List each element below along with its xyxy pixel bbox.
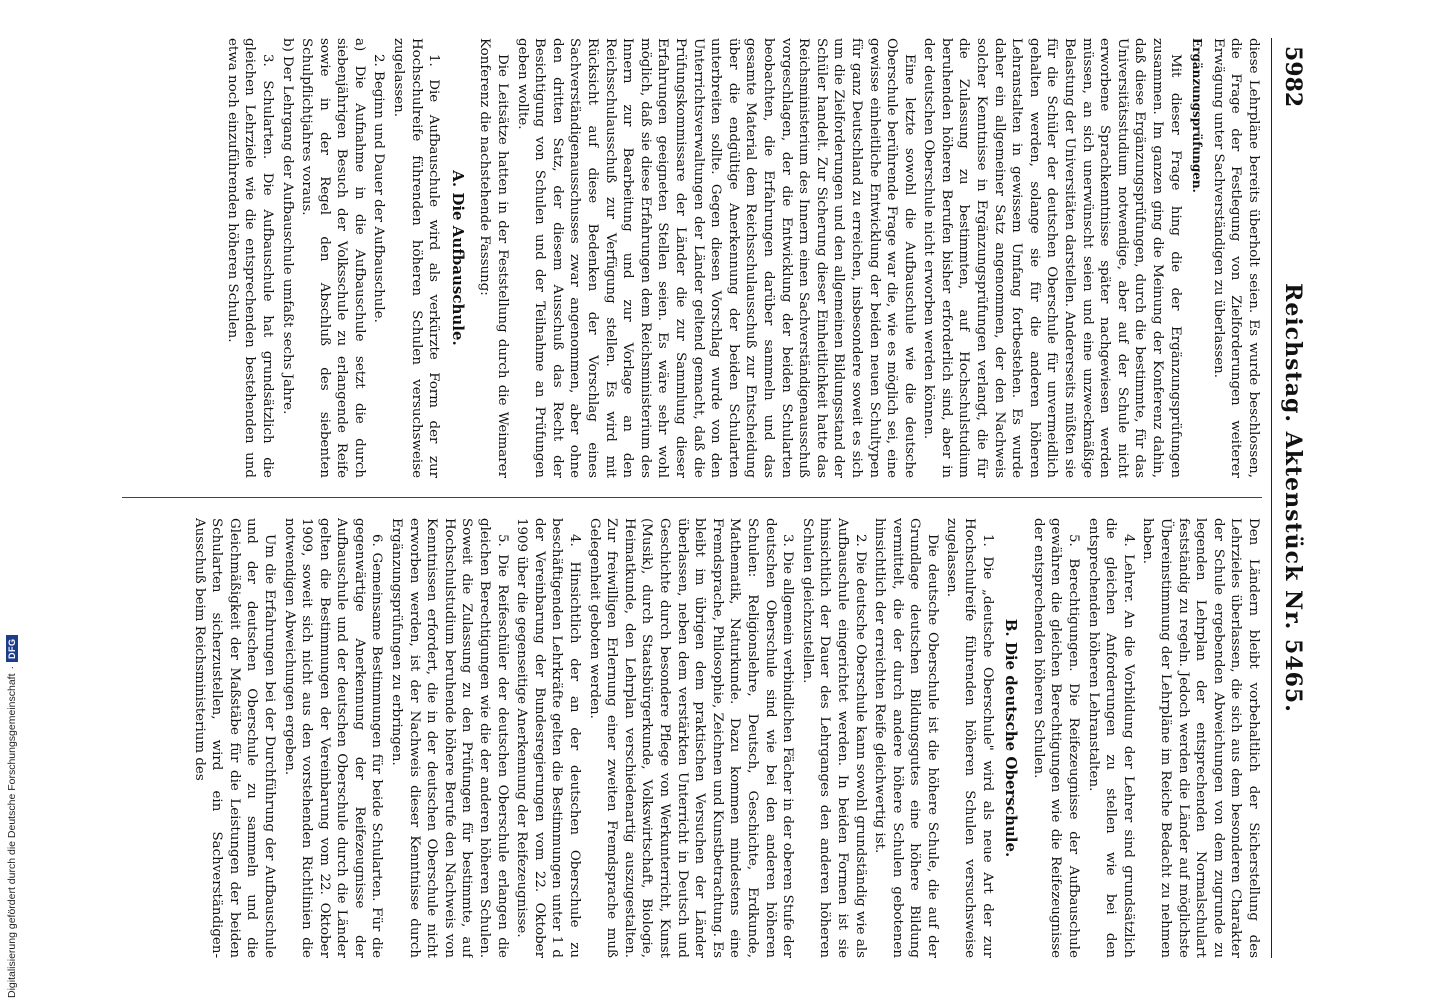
- list-item: 4. Lehrer. An die Vorbildung der Lehrer sind grundsätzlich die gleichen Anforderungen zu stellen wie bei den entsprechenden höheren Lehranstalten.: [1085, 518, 1136, 958]
- list-item: 6. Gemeinsame Bestimmungen für beide Schularten. Für die gegenwärtige Anerkennung der Reifezeugnisse der Aufbauschule und der deutschen Oberschule durch die Länder gelten die Bestimmungen der Vereinbarung vom 22. Oktober 1909, soweit sich nicht aus den vorstehenden Richtlinien die notwendigen Abweichungen ergeben.: [281, 518, 385, 958]
- sub-list-item: b) Der Lehrgang der Aufbauschule umfaßt sechs Jahre.: [279, 38, 295, 415]
- paragraph-letzte-frage: Eine letzte sowohl die Aufbauschule wie die deutsche Oberschule berührende Frage war die, wie es möglich sei, eine gewisse einheitliche Entwicklung der beiden neuen Schultypen für ganz Deutschland zu erreichen, insbesondere soweit es sich um die Zielforderungen und den allgemeinen Bildungsstand der Schüler handelt. Zur Sicherung dieser Einheitlichkeit hatte das Reichsministerium des Innern einen Sachverständigenausschuß vorgeschlagen, der die Entwicklung der beiden Schularten beobachten, die Erfahrungen darüber sammeln und das gesamte Material dem Reichsschulausschuß zur Entscheidung über die endgültige Anerkennung der beiden Schularten unterbreiten sollte. Gegen diesen Vorschlag wurde von den Unterrichtsverwaltungen der Länder geltend gemacht, daß die Prüfungskommissare der Länder die zur Sammlung dieser Erfahrungen geeigneten Stellen seien. Es wäre sehr wohl möglich, daß sie diese Erfahrungen dem Reichsministerium des Innern zur Bearbeitung und zur Vorlage an den Reichsschulausschuß zur Verfügung stellen. Es wird mit Rücksicht auf diese Bedenken der Vorschlag eines Sachverständigenausschusses zwar angenommen, aber ohne den dritten Satz, der diesem Ausschuß das Recht der Besichtigung von Schulen und der Teilnahme an Prüfungen geben wollte.: [514, 38, 917, 478]
- sub-list-item: a) Die Aufnahme in die Aufbauschule setzt die durch siebenjährigen Besuch der Volksschule zu erlangende Reife sowie in der Regel den Abschluß des siebenten Schulpflichtjahres voraus.: [299, 38, 367, 478]
- paragraph-intro: diese Lehrpläne bereits überholt seien. Es wurde beschlossen, die Frage der Festlegung von Zielforderungen weiterer Erwägung unter Sachverständigen zu überlassen.: [1210, 38, 1261, 478]
- list-item: 5. Die Reifeschüler der deutschen Oberschule erlangen die gleichen Berechtigungen wie die der anderen höheren Schulen. Soweit die Zulassung zu den Prüfungen für bestimmte, auf Hochschulstudium beruhende höhere Berufe den Nachweis von Kenntnissen erfordert, die in der deutschen Oberschule nicht erworben werden, ist der Nachweis dieser Kenntnisse durch Ergänzungsprüfungen zu erbringen.: [389, 518, 510, 958]
- paragraph-continuation: Den Ländern bleibt vorbehaltlich der Sicherstellung des Lehrzieles überlassen, die sich aus dem besonderen Charakter der Schule ergebenden Abweichungen von dem zugrunde zu legenden Lehrplan der entsprechenden Normalschulart festständig zu regeln. Jedoch werden die Länder auf möglichste Übereinstimmung der Lehrpläne im Reiche Bedacht zu nehmen haben.: [1140, 518, 1261, 958]
- paragraph-leitsaetze: Die Leitsätze hatten in der Feststellung durch die Weimarer Konferenz die nachstehende Fassung:: [477, 38, 511, 478]
- credit-text: Digitalisierung gefördert durch die Deutsche Forschungsgemeinschaft: [6, 673, 18, 998]
- section-heading-b: B. Die deutsche Oberschule.: [1002, 618, 1021, 858]
- right-column: [102, 518, 1262, 958]
- document-page: [92, 38, 1312, 958]
- list-item: 2. Beginn und Dauer der Aufbauschule.: [371, 54, 387, 323]
- dfg-logo: DFG: [6, 635, 18, 662]
- left-column: [102, 38, 1262, 478]
- page-number: 5982: [1280, 46, 1306, 108]
- paragraph-ergaenzung: Mit dieser Frage hing die der Ergänzungsprüfungen zusammen. Im ganzen ging die Meinung der Konferenz dahin, daß diese Ergänzungsprüfungen, durch die bestimmte, für das Universitätsstudium notwendige, aber auf der Schule nicht erworbene Sprachkenntnisse später nachgewiesen werden müssen, an sich unerwünscht seien und eine unzweckmäßige Belastung der Universitäten darstellen. Andererseits müßten sie für die Schüler der deutschen Oberschule für unvermeidlich gehalten werden, solange sie für die anderen höheren Lehranstalten in gewissem Umfang fortbestehen. Es wurde daher ein allgemeiner Satz angenommen, der den Nachweis solcher Kenntnisse in Ergänzungsprüfungen verlangt, die für die Zulassung zu bestimmten, auf Hochschulstudium beruhenden höheren Berufen bisher erforderlich sind, aber in der deutschen Oberschule nicht erworben werden können.: [921, 38, 1183, 478]
- list-item: 3. Schularten. Die Aufbauschule hat grundsätzlich die gleichen Lehrziele wie die entsprechenden bestehenden und etwa noch einzuführenden höheren Schulen.: [224, 38, 275, 478]
- column-divider: [122, 497, 1262, 498]
- list-item: 3. Die allgemein verbindlichen Fächer in der oberen Stufe der deutschen Oberschule sind wie bei den anderen höheren Schulen: Religionslehre, Deutsch, Geschichte, Erdkunde, Mathematik, Naturkunde. Dazu kommen mindestens eine Fremdsprache, Philosophie, Zeichnen und Kunstbetrachtung. Es bleibt im übrigen dem praktischen Versuchen der Länder überlassen, neben dem verstärkten Unterricht in Deutsch und Geschichte durch besondere Pflege von Werkunterricht, Kunst (Musik), durch Staatsbürgerkunde, Volkswirtschaft, Biologie, Heimatkunde, den Lehrplan verschiedenartig auszugestalten. Zur freiwilligen Erlernung einer zweiten Fremdsprache muß Gelegenheit geboten werden.: [586, 518, 796, 958]
- digitization-credit: Digitalisierung gefördert durch die Deutsche Forschungsgemeinschaft · DFG: [6, 635, 18, 998]
- list-item: 4. Hinsichtlich der an der deutschen Oberschule zu beschäftigenden Lehrkräfte gelten die Bestimmungen unter 1 d der Vereinbarung der Bundesregierungen vom 22. Oktober 1909 über die gegenseitige Anerkennung der Reifezeugnisse.: [514, 518, 583, 958]
- list-item: 2. Die deutsche Oberschule kann sowohl grundständig wie als Aufbauschule eingerichtet werden. In beiden Formen ist sie hinsichtlich der Dauer des Lehrganges den anderen höheren Schulen gleichzustellen.: [799, 518, 868, 958]
- paragraph: Die deutsche Oberschule ist die höhere Schule, die auf der Grundlage deutschen Bildungsgutes eine höhere Bildung vermittelt, die der durch andere höhere Schulen gebotenen hinsichtlich der erreichten Reife gleichwertig ist.: [872, 518, 940, 958]
- list-item: 1. Die „deutsche Oberschule" wird als neue Art der zur Hochschulreife führenden höheren Schulen versuchsweise zugelassen.: [944, 518, 995, 958]
- paragraph-end: Um die Erfahrungen bei der Durchführung der Aufbauschule und der deutschen Oberschule zu sammeln und die Gleichmäßigkeit der Maßstäbe für die Leistungen der beiden Schularten sicherzustellen, wird ein Sachverständigen-Ausschuß beim Reichsministerium des: [191, 518, 277, 958]
- list-item: 1. Die Aufbauschule wird als verkürzte Form der zur Hochschulreife führenden höheren Schulen versuchsweise zugelassen.: [391, 38, 442, 478]
- margin-heading: Ergänzungsprüfungen.: [1190, 38, 1205, 193]
- list-item: 5. Berechtigungen. Die Reifezeugnisse der Aufbauschule gewähren die gleichen Berechtigungen wie die Reifezeugnisse der entsprechenden höheren Schulen.: [1030, 518, 1082, 958]
- page-header: [1271, 38, 1312, 958]
- section-heading-a: A. Die Aufbauschule.: [448, 170, 467, 346]
- running-title: Reichstag. Aktenstück Nr. 5465.: [1280, 283, 1306, 713]
